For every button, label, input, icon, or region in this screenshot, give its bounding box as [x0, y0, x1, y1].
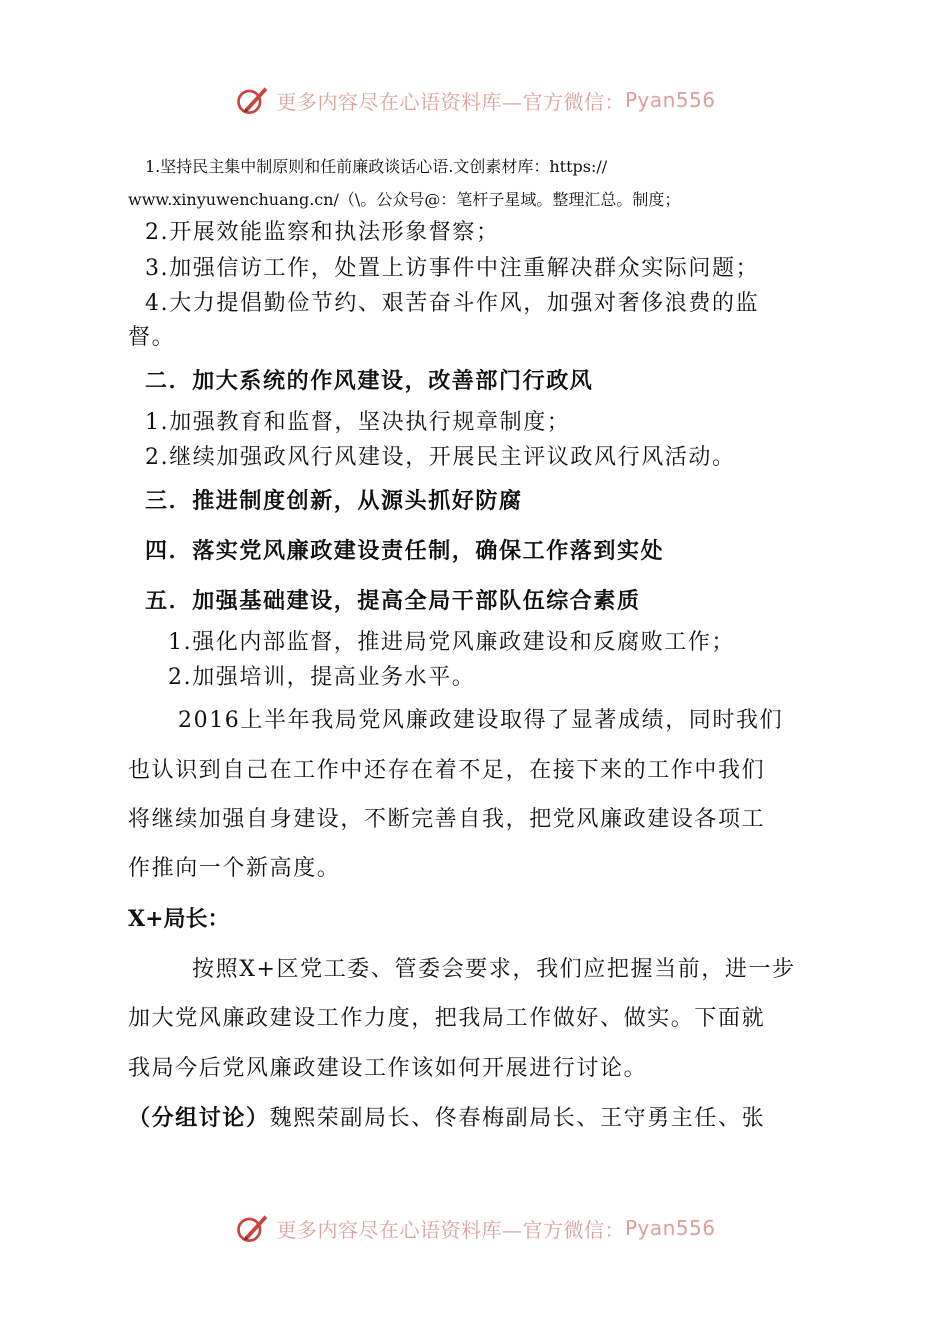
h5-item-1: 1.强化内部监督，推进局党风廉政建设和反腐败工作； [168, 630, 735, 655]
discussion-line [128, 1103, 765, 1134]
footer-banner-text: 更多内容尽在心语资料库—官方微信： [276, 1217, 625, 1242]
summary-line-1: 2016上半年我局党风廉政建设取得了显著成绩，同时我们 [178, 708, 784, 733]
section-heading-3: 三．推进制度创新，从源头抓好防腐 [145, 488, 523, 514]
summary-line-2: 也认识到自己在工作中还存在着不足，在接下来的工作中我们 [128, 758, 766, 783]
item-1-line-1: 1.坚持民主集中制原则和任前廉政谈话心语.文创素材库：https:// [145, 157, 608, 176]
item-2: 2.开展效能监察和执法形象督察； [145, 220, 500, 245]
summary-line-3: 将继续加强自身建设，不断完善自我，把党风廉政建设各项工 [128, 807, 766, 832]
h5-item-2: 2.加强培训，提高业务水平。 [168, 665, 476, 690]
speech-line-2: 加大党风廉政建设工作力度，把我局工作做好、做实。下面就 [128, 1006, 766, 1031]
speech-line-3: 我局今后党风廉政建设工作该如何开展进行讨论。 [128, 1056, 648, 1081]
speech-line-1: 按照X+区党工委、管委会要求，我们应把握当前，进一步 [192, 957, 796, 982]
summary-line-4: 作推向一个新高度。 [128, 856, 341, 881]
header-banner-text: 更多内容尽在心语资料库—官方微信： [276, 89, 625, 114]
section-heading-5: 五．加强基础建设，提高全局干部队伍综合素质 [145, 588, 641, 614]
footer-wechat-id: Pyan556 [624, 1216, 716, 1240]
h2-item-2: 2.继续加强政风行风建设，开展民主评议政风行风活动。 [145, 445, 736, 470]
discussion-label: （分组讨论） [128, 1105, 270, 1131]
section-heading-2: 二．加大系统的作风建设，改善部门行政风 [145, 368, 594, 394]
item-3: 3.加强信访工作，处置上访事件中注重解决群众实际问题； [145, 256, 760, 281]
header-wechat-id: Pyan556 [624, 88, 716, 112]
item-1-line-2: www.xinyuwenchuang.cn/（\。公众号@：笔杆子星域。整理汇总。制度； [128, 190, 681, 209]
item-4-line-1: 4.大力提倡勤俭节约、艰苦奋斗作风，加强对奢侈浪费的监 [145, 291, 760, 316]
h2-item-1: 1.加强教育和监督，坚决执行规章制度； [145, 410, 571, 435]
section-heading-4: 四．落实党风廉政建设责任制，确保工作落到实处 [145, 538, 665, 564]
speaker-label: X+局长： [128, 906, 230, 932]
discussion-text: 魏熙荣副局长、佟春梅副局长、王守勇主任、张 [269, 1106, 766, 1131]
quill-pen-logo-icon [234, 1210, 270, 1246]
item-4-line-2: 督。 [128, 325, 176, 350]
footer-banner [0, 1206, 950, 1250]
header-banner [0, 78, 950, 122]
quill-pen-logo-icon [234, 82, 270, 118]
